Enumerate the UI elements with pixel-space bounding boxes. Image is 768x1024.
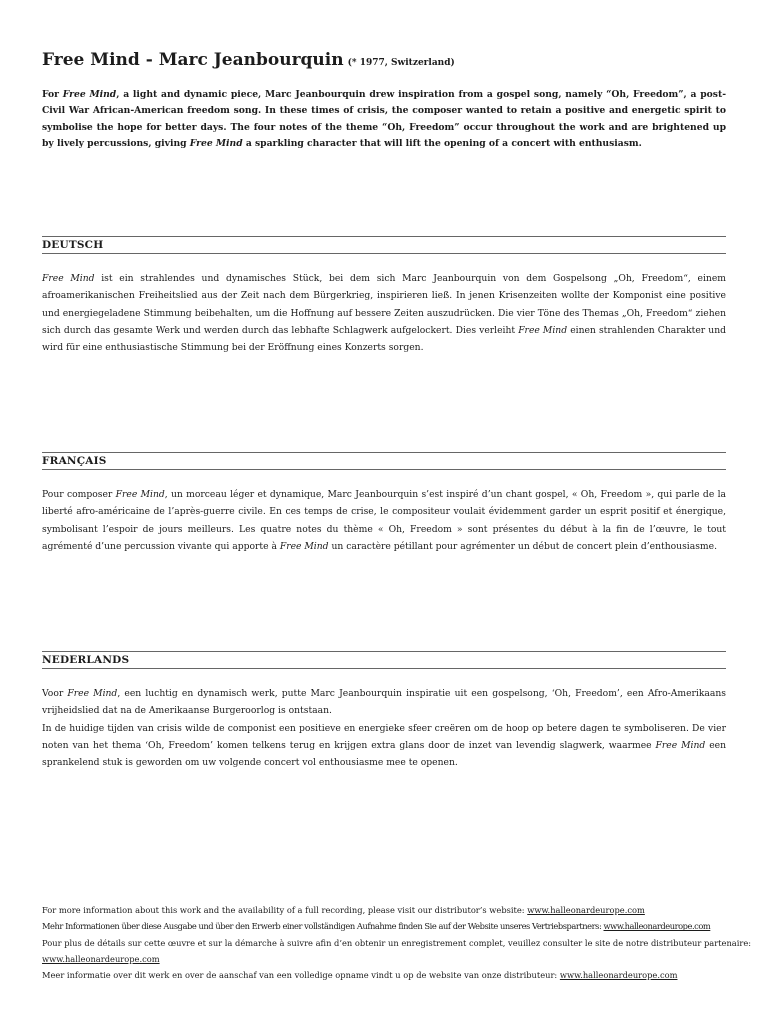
paragraph-text: In de huidige tijden van crisis wilde de componist een positieve en energieke sfeer creëren om de hoop op betere dagen te symboliseren. De vier noten van het thema ‘Oh, Freedom’ komen telkens terug en krijgen extra glans door de inzet van levendig slagwerk, waarmee — [42, 722, 726, 751]
paragraph-text: ist ein strahlendes und dynamisches Stück, bei dem sich Marc Jeanbourquin von dem Gospelsong „Oh, Freedom“, einem afroamerikanischen Freiheitslied aus der Zeit nach dem Bürgerkrieg, inspirieren ließ. In jenen Krisenzeiten wollte der Komponist eine positive und energiegeladene Stimmung beibehalten, um die Hoffnung auf bessere Zeiten auszudrücken. Die vier Töne des Themas „Oh, Freedom“ ziehen sich durch das gesamte Werk und werden durch das lebhafte Schlagwerk aufgelockert. Dies verleiht — [42, 273, 726, 336]
section-heading-deutsch — [42, 236, 726, 254]
work-title: Free Mind — [67, 688, 118, 699]
paragraph-francais — [42, 486, 726, 555]
paragraph-deutsch — [42, 270, 726, 356]
footer-line-en: For more information about this work and the availability of a full recording, please visit our distributor’s website: www.halleonardeurope.com — [42, 905, 645, 915]
paragraph-text: un caractère pétillant pour agrémenter un début de concert plein d’enthousiasme. — [328, 540, 717, 552]
heading-label: DEUTSCH — [42, 239, 104, 251]
paragraph-text: een sprankelend stuk is geworden om uw volgende concert vol enthousiasme mee te openen. — [42, 739, 726, 769]
intro-paragraph — [42, 87, 726, 153]
distributor-link[interactable]: www.halleonardeurope.com — [42, 953, 160, 964]
section-heading-francais — [42, 452, 726, 470]
work-title: Free Mind — [279, 540, 329, 552]
section-heading-nederlands — [42, 651, 726, 669]
distributor-link[interactable]: www.halleonardeurope.com — [603, 921, 711, 932]
paragraph-text: , een luchtig en dynamisch werk, putte Marc Jeanbourquin inspiratie uit een gospelsong, ‘Oh, Freedom’, een Afro-Amerikaans vrijheidslied dat na de Amerikaanse Burgeroorlog is ontstaan. — [42, 688, 726, 717]
intro-text-3: a sparkling character that will lift the opening of a concert with enthusiasm. — [242, 138, 642, 150]
heading-label: NEDERLANDS — [42, 654, 130, 666]
work-title: Free Mind — [115, 489, 165, 500]
distributor-link[interactable]: www.halleonardeurope.com — [527, 905, 645, 915]
intro-text-2: , a light and dynamic piece, Marc Jeanbourquin drew inspiration from a gospel song, namely “Oh, Freedom”, a post-Civil War African-American freedom song. In these times of crisis, the composer wanted to retain a positive and energetic spirit to symbolise the hope for better days. The four notes of the theme “Oh, Freedom” occur throughout the work and are brightened up by lively percussions, giving — [42, 89, 727, 150]
work-title: Free Mind — [42, 273, 95, 284]
distributor-link[interactable]: www.halleonardeurope.com — [559, 970, 678, 981]
footer-line-de: Mehr Informationen über diese Ausgabe und über den Erwerb einer vollständigen Aufnahme finden Sie auf der Website unseres Vertriebspartners: www.halleonardeurope.com — [42, 921, 711, 932]
heading-label: FRANÇAIS — [42, 455, 107, 467]
paragraph-nederlands — [42, 685, 726, 771]
paragraph-text: einen strahlenden Charakter und wird für eine enthusiastische Stimmung bei der Eröffnung eines Konzerts sorgen. — [42, 324, 726, 354]
intro-work-title: Free Mind — [62, 89, 117, 100]
intro-text-1: For — [42, 89, 63, 100]
footer-line-fr: Pour plus de détails sur cette œuvre et sur la démarche à suivre afin d’en obtenir un enregistrement complet, veuillez consulter le site de notre distributeur partenaire: — [42, 937, 752, 948]
page-title — [42, 50, 455, 70]
footer-info — [42, 902, 752, 983]
title-main: Free Mind - Marc Jeanbourquin — [42, 50, 344, 70]
work-title: Free Mind — [655, 739, 706, 751]
paragraph-text: Pour composer — [42, 489, 116, 500]
footer-line-fr-link — [42, 951, 742, 967]
footer-line-nl: Meer informatie over dit werk en over de aanschaf van een volledige opname vindt u op de website van onze distributeur: www.halleonardeurope.com — [42, 970, 678, 981]
paragraph-text: , un morceau léger et dynamique, Marc Jeanbourquin s’est inspiré d’un chant gospel, « Oh, Freedom », qui parle de la liberté afro-américaine de l’après-guerre civile. En ces temps de crise, le compositeur voulait évidemment garder un esprit positif et énergique, symbolisant l’espoir de jours meilleurs. Les quatre notes du thème « Oh, Freedom » sont présentes du début à la fin de l’œuvre, le tout agrémenté d’une percussion vivante qui apporte à — [42, 489, 726, 552]
work-title: Free Mind — [518, 324, 568, 336]
paragraph-text: Voor — [42, 688, 68, 699]
intro-work-title-2: Free Mind — [189, 138, 243, 150]
title-subtitle: (* 1977, Switzerland) — [347, 58, 455, 68]
